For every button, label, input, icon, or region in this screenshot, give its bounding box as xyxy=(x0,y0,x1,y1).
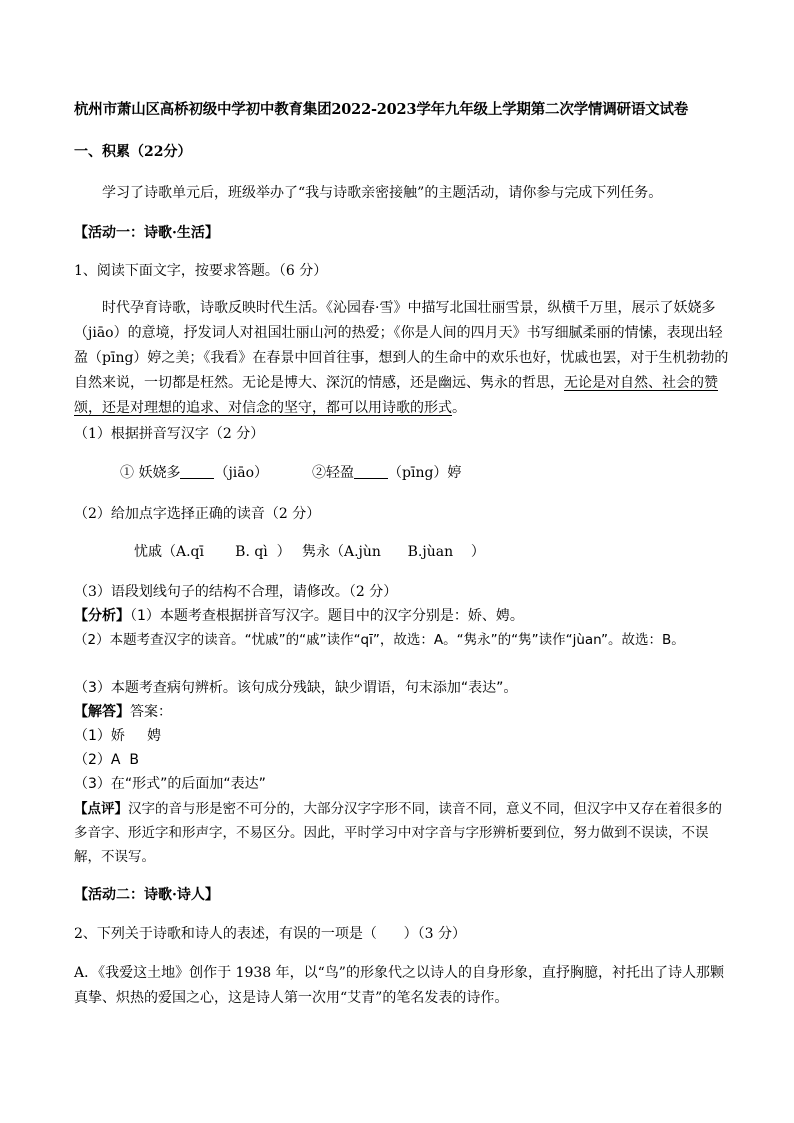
sub-question-3: （3）语段划线句子的结构不合理，请修改。（2 分） xyxy=(74,584,398,600)
question-2-option-a: A．《我爱这土地》创作于 1938 年，以“鸟”的形象代之以诗人的自身形象，直抒胸臆，衬托出了诗人那颗真挚、炽热的爱国之心，这是诗人第一次用“艾青”的笔名发表的诗作。 xyxy=(74,965,724,1006)
pinyin-item-a-prefix: ① 妖娆多 xyxy=(120,465,181,481)
answer-2: （2）A B xyxy=(74,752,139,768)
analysis-line-2: （2）本题考查汉字的读音。“忧戚”的“戚”读作“qī”，故选：A。“隽永”的“隽”读作“jùan”。故选：B。 xyxy=(74,632,685,648)
intro-text: 学习了诗歌单元后，班级举办了“我与诗歌亲密接触”的主题活动，请你参与完成下列任务。 xyxy=(102,185,663,201)
pinyin-item-b-prefix: ②轻盈 xyxy=(312,465,354,481)
reading-choice-b: 隽永（A.jùn B.jùan ） xyxy=(302,544,485,560)
section-heading: 一、积累（22分） xyxy=(74,144,192,160)
analysis-text-1: （1）本题考查根据拼音写汉字。题目中的汉字分别是：娇、娉。 xyxy=(130,608,524,624)
answer-blank[interactable] xyxy=(180,464,214,479)
reading-passage xyxy=(74,296,730,421)
answer-line xyxy=(74,703,172,721)
question-2-stem: 2、下列关于诗歌和诗人的表述，有误的一项是（ ）（3 分） xyxy=(74,926,466,942)
answer-3: （3）在“形式”的后面加“表达” xyxy=(74,776,266,792)
analysis-line-1 xyxy=(74,607,524,625)
answer-1: （1）娇 娉 xyxy=(74,728,162,744)
analysis-label: 【分析】 xyxy=(74,608,130,624)
pinyin-item-a-suffix: （jiāo） xyxy=(214,465,269,481)
pinyin-item-a xyxy=(120,464,268,482)
comment-label: 【点评】 xyxy=(74,801,128,817)
comment-text: 汉字的音与形是密不可分的，大部分汉字字形不同，读音不同，意义不同，但汉字中又存在着很多的多音字、形近字和形声字，不易区分。因此，平时学习中对字音与字形辨析要到位，努力做到不误读，不误解，不误写。 xyxy=(74,801,722,865)
pinyin-item-b xyxy=(312,464,461,482)
answer-head: 答案： xyxy=(130,704,172,720)
sub-question-1: （1）根据拼音写汉字（2 分） xyxy=(74,426,265,442)
exam-title: 杭州市萧山区高桥初级中学初中教育集团2022-2023学年九年级上学期第二次学情调研语文试卷 xyxy=(74,101,689,118)
activity-heading-2: 【活动二：诗歌·诗人】 xyxy=(74,887,219,903)
underlined-sentence: 无论是对自然、社会的赞颂，还是对理想的追求、对信念的坚守，都可以用诗歌的形式 xyxy=(74,375,718,416)
question-1-stem: 1、阅读下面文字，按要求答题。（6 分） xyxy=(74,263,328,279)
answer-blank[interactable] xyxy=(354,464,388,479)
passage-end: 。 xyxy=(452,400,466,416)
reading-choice-a: 忧戚（A.qī B. qì ） xyxy=(134,544,291,560)
comment-block xyxy=(74,797,730,869)
pinyin-item-b-suffix: （pīng）婷 xyxy=(388,465,462,481)
answer-label: 【解答】 xyxy=(74,704,130,720)
analysis-line-3: （3）本题考查病句辨析。该句成分残缺，缺少谓语，句末添加“表达”。 xyxy=(74,680,518,696)
passage-text: 时代孕育诗歌，诗歌反映时代生活。《沁园春·雪》中描写北国壮丽雪景，纵横千万里，展示了妖娆多（jiāo）的意境，抒发词人对祖国壮丽山河的热爱；《你是人间的四月天》书写细腻柔丽的情愫，表现出轻盈（pīng）婷之美；《我看》在春景中回首往事，想到人的生命中的欢乐也好，忧戚也罢，对于生机勃勃的自然来说，一切都是枉然。无论是博大、深沉的情感，还是幽远、隽永的哲思， xyxy=(74,300,729,391)
activity-heading: 【活动一：诗歌·生活】 xyxy=(74,225,219,241)
sub-question-2: （2）给加点字选择正确的读音（2 分） xyxy=(74,506,321,522)
